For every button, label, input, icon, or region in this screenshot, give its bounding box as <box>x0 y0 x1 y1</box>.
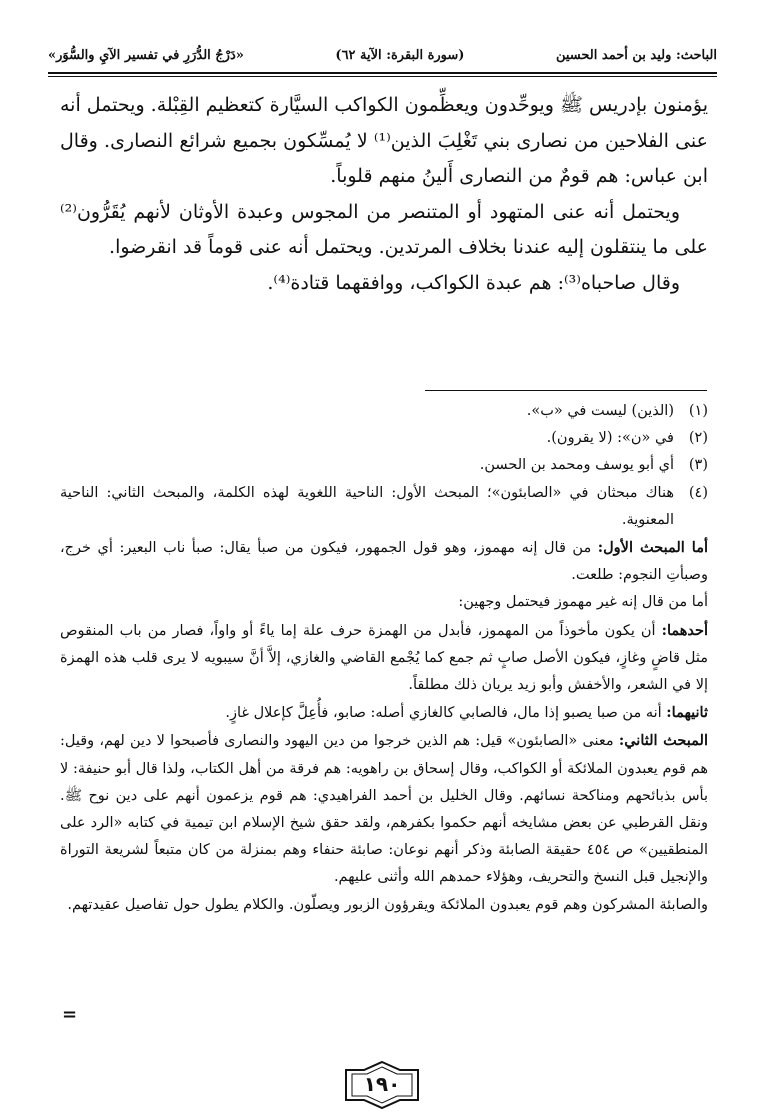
page-number-ornament <box>342 1060 422 1110</box>
body-paragraph-1: يؤمنون بإدريس ﷺ ويوحِّدون ويعظِّمون الكواكب السيَّارة كتعظيم القِبْلة. ويحتمل أنه عنى الفلاحين من نصارى بني تَغْلِبَ الذين⁽¹⁾ لا يُمسِّكون بجميع شرائع النصارى. وقال ابن عباس: هم قومٌ من النصارى أَلينُ منهم قلوباً. <box>60 94 708 187</box>
footnote-4-section-1 <box>60 534 708 589</box>
section-text: أنه من صبا يصبو إذا مال، فالصابي كالغازي أصله: صابو، فأُعِلَّ كإعلال غازٍ. <box>225 705 667 722</box>
header-author: الباحث: وليد بن أحمد الحسين <box>555 47 717 63</box>
footnote-number: (٢) <box>688 430 708 447</box>
header-rule-thin <box>48 76 717 77</box>
footnote-number: (٤) <box>688 484 708 501</box>
footnote-text: هناك مبحثان في «الصابئون»؛ المبحث الأول: الناحية اللغوية لهذه الكلمة، والمبحث الثاني: الناحية المعنوية. <box>60 484 674 528</box>
section-heading: ثانيهما: <box>666 704 708 722</box>
footnote-4-second-aspect <box>60 699 708 727</box>
section-heading: المبحث الثاني: <box>618 732 708 750</box>
section-text: من قال إنه مهموز، وهو قول الجمهور، فيكون من صبأ يقال: صبأ ناب البعير: أي خرج، وصبأتِ النجوم: طلعت. <box>60 540 708 584</box>
footnotes <box>60 398 708 919</box>
footnote-text: في «ن»: (لا يقرون). <box>546 430 674 447</box>
footnote-number: (٣) <box>688 457 708 474</box>
header-book-title: «دَرْجُ الدُّرَرِ في تفسير الآيِ والسُّوَر» <box>48 47 244 63</box>
section-text: معنى «الصابئون» قيل: هم الذين خرجوا من دين اليهود والنصارى فأصبحوا لا دين لهم، وقيل: هم قوم يعبدون الملائكة أو الكواكب، وقال إسحاق بن راهويه: هم فرقة من أهل الكتاب، ولذا قال أبو حنيفة: لا بأس بذبائحهم ومناكحة نسائهم. وقال الخليل بن أحمد الفراهيدي: هم قوم يزعمون أنهم على دين نوح ﷺ. ونقل القرطبي عن بعض مشايخه أنهم حكموا بكفرهم، ولقد حقق شيخ الإسلام ابن تيمية في كتابه «الرد على المنطقيين» ص ٤٥٤ حقيقة الصابئة وذكر أنهم نوعان: صابئة حنفاء وهم بمنزلة من كان متبعاً لشريعة التوراة والإنجيل قبل النسخ والتحريف، وهؤلاء حمدهم الله وأثنى عليهم. <box>60 733 709 886</box>
main-text <box>60 88 708 301</box>
page-number: ١٩٠ <box>363 1072 401 1096</box>
footnote-4-section-2 <box>60 727 708 891</box>
header-surah: (سورة البقرة: الآية ٦٢) <box>335 47 465 63</box>
body-paragraph-3: وقال صاحباه⁽³⁾: هم عبدة الكواكب، ووافقهما قتادة⁽⁴⁾. <box>267 271 680 294</box>
footnote-4-para-6: والصابئة المشركون وهم قوم يعبدون الملائكة ويقرؤون الزبور ويصلّون. والكلام يطول حول تفاصيل عقيدتهم. <box>67 896 708 913</box>
footnote-3 <box>60 452 708 479</box>
footnote-separator <box>425 390 707 391</box>
section-heading: أما المبحث الأول: <box>597 539 708 557</box>
footnote-2 <box>60 425 708 452</box>
footnote-4-para-2: أما من قال إنه غير مهموز فيحتمل وجهين: <box>458 594 708 611</box>
continuation-mark: = <box>62 1004 78 1025</box>
footnote-text: (الذين) ليست في «ب». <box>526 403 674 419</box>
footnote-number: (١) <box>688 403 708 419</box>
page-header <box>48 38 717 72</box>
section-text: أن يكون مأخوذاً من المهموز، فأبدل من الهمزة حرف علة إما ياءً أو واواً، فصار من باب المنقوص مثل قاضٍ وغازٍ، فيكون الأصل صابٍ ثم جمع كما يُجْمع القاضي والغازي، إلاَّ أنَّ سيبويه لا يرى قلب هذه الهمزة إلا في الشعر، والأخفش وأبو زيد يريان ذلك مطلقاً. <box>60 622 708 694</box>
footnote-4 <box>60 480 708 534</box>
footnote-text: أي أبو يوسف ومحمد بن الحسن. <box>479 457 674 474</box>
footnote-4-first-aspect <box>60 617 708 700</box>
body-paragraph-2: ويحتمل أنه عنى المتهود أو المتنصر من المجوس وعبدة الأوثان لأنهم يُقَرُّون⁽²⁾ على ما ينتقلون إليه عندنا بخلاف المرتدين. ويحتمل أنه عنى قوماً قد انقرضوا. <box>60 200 708 258</box>
header-rule <box>48 72 717 74</box>
footnote-1 <box>60 398 708 425</box>
section-heading: أحدهما: <box>661 621 708 639</box>
